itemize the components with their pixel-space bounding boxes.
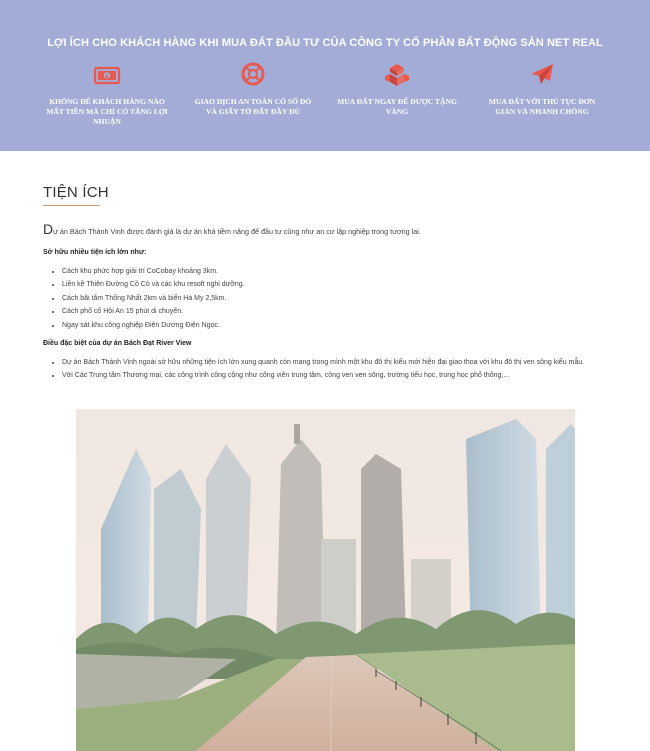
gift-boxes-icon bbox=[383, 62, 411, 88]
benefit-item bbox=[327, 62, 467, 117]
intro-text: ự án Bách Thành Vinh được đánh giá là dự án khá tiềm năng để đầu tư cũng như an cư lập nghiệp trong tương lai. bbox=[53, 227, 421, 236]
list-item: • Dự án Bách Thành Vinh ngoài sở hữu những tiện ích lớn xung quanh còn mang trong mình một khu đô thị kiểu mới hiện đại giao thoa với khu đô thị ven sông kiểu mẫu. bbox=[62, 356, 607, 369]
benefit-text: KHÔNG ĐỂ KHÁCH HÀNG NÀO MẤT TIỀN MÀ CHỈ CÓ TĂNG LỢI NHUẬN bbox=[46, 97, 168, 126]
paper-plane-icon bbox=[528, 62, 556, 88]
benefit-text: GIAO DỊCH AN TOÀN CÓ SỔ ĐỎ VÀ GIẤY TỜ ĐẤT ĐẦY ĐỦ bbox=[194, 97, 312, 116]
benefit-text: MUA ĐẤT VỚI THỦ TỤC ĐƠN GIẢN VÀ NHANH CHÓNG bbox=[488, 97, 596, 116]
money-icon bbox=[93, 62, 121, 88]
city-park-photo bbox=[76, 409, 575, 751]
benefit-item bbox=[472, 62, 612, 117]
benefit-item bbox=[37, 62, 177, 127]
svg-text:$: $ bbox=[105, 74, 109, 80]
amenities-list bbox=[50, 265, 607, 332]
list-item: • Liền kề Thiên Đường Cồ Cò và các khu resoft nghỉ dưỡng. bbox=[62, 278, 607, 291]
special-list bbox=[50, 356, 607, 383]
intro-paragraph bbox=[43, 221, 613, 237]
list-item: • Cách khu phức hợp giải trí CoCobay khoảng 3km. bbox=[62, 265, 607, 278]
title-underline bbox=[43, 205, 100, 206]
section-title: TIỆN ÍCH bbox=[43, 184, 109, 201]
benefits-title: LỢI ÍCH CHO KHÁCH HÀNG KHI MUA ĐẤT ĐẦU TƯ CỦA CÔNG TY CỔ PHẦN BẤT ĐỘNG SẢN NET REAL bbox=[47, 37, 603, 49]
benefits-banner bbox=[0, 0, 650, 151]
lifebuoy-icon bbox=[239, 62, 267, 88]
subheading-amenities: Sở hữu nhiều tiện ích lớn như: bbox=[43, 249, 147, 256]
list-item: • Cách phố cổ Hội An 15 phút di chuyển. bbox=[62, 305, 607, 318]
benefit-item bbox=[183, 62, 323, 117]
drop-cap: D bbox=[43, 221, 54, 237]
subheading-special: Điều đặc biệt của dự án Bách Đạt River View bbox=[43, 340, 192, 347]
list-item: • Với Các Trung tâm Thương mại, các công trình công cộng như công viên trung tâm, công ven ven sông, trường tiểu học, trung học phổ thông,... bbox=[62, 369, 607, 382]
list-item: • Ngay sát khu công nghiệp Điện Dương Điện Ngọc. bbox=[62, 319, 607, 332]
list-item: • Cách bãi tắm Thống Nhất 2km và biển Hà My 2,5km. bbox=[62, 292, 607, 305]
benefit-text: MUA ĐẤT NGAY ĐỂ ĐƯỢC TẶNG VÀNG bbox=[337, 97, 457, 116]
